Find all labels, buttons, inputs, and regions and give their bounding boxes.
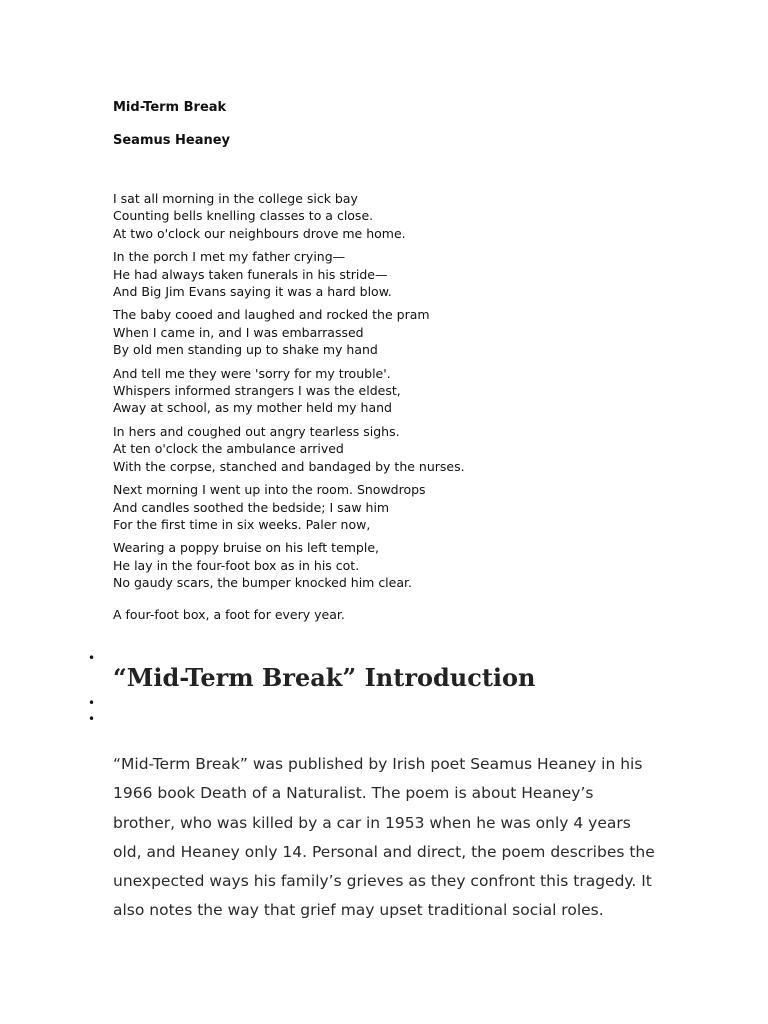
poem-line: The baby cooed and laughed and rocked the pram [113,307,430,323]
stanza-1 [113,190,673,242]
stanza-4 [113,365,673,417]
poem-line: And Big Jim Evans saying it was a hard blow. [113,284,392,300]
introduction-heading: “Mid-Term Break” Introduction [113,663,536,692]
stanza-5 [113,423,673,475]
poem-line: For the first time in six weeks. Paler now, [113,516,371,532]
poem-line: Wearing a poppy bruise on his left temple, [113,540,380,556]
poem-line: In the porch I met my father crying— [113,249,346,265]
poem-line: And tell me they were 'sorry for my trouble'. [113,365,391,381]
poem-line: A four-foot box, a foot for every year. [113,606,345,622]
poem-body [113,190,673,629]
poem-line: Counting bells knelling classes to a close. [113,208,374,224]
poem-line: He had always taken funerals in his stride— [113,266,388,282]
poem-line: Away at school, as my mother held my hand [113,400,392,416]
poem-line: Whispers informed strangers I was the eldest, [113,383,401,399]
stanza-8 [113,606,673,623]
poem-line: He lay in the four-foot box as in his cot. [113,557,360,573]
poem-title: Mid-Term Break [113,100,227,115]
poem-author: Seamus Heaney [113,133,231,148]
poem-line: In hers and coughed out angry tearless sighs. [113,423,400,439]
stanza-7 [113,539,673,591]
poem-line: At two o'clock our neighbours drove me home. [113,225,406,241]
poem-line: No gaudy scars, the bumper knocked him clear. [113,575,412,591]
poem-line: At ten o'clock the ambulance arrived [113,441,344,457]
introduction-paragraph: “Mid-Term Break” was published by Irish poet Seamus Heaney in his 1966 book Death of a Naturalist. The poem is about Heaney’s brother, who was killed by a car in 1953 when he was only 4 years old, and Heaney only 14. Personal and direct, the poem describes the unexpected ways his family’s grieves as they confront this tragedy. It also notes the way that grief may upset traditional social roles. [113,755,655,920]
poem-line: With the corpse, stanched and bandaged by the nurses. [113,458,465,474]
list-bullet: • [88,712,96,726]
stanza-2 [113,248,673,300]
poem-line: Next morning I went up into the room. Snowdrops [113,482,426,498]
stanza-6 [113,481,673,533]
list-bullet: • [88,696,96,710]
list-bullet: • [88,651,96,665]
poem-line: And candles soothed the bedside; I saw him [113,499,390,515]
poem-line: By old men standing up to shake my hand [113,342,378,358]
poem-line: When I came in, and I was embarrassed [113,324,364,340]
poem-line: I sat all morning in the college sick bay [113,191,358,206]
stanza-3 [113,306,673,358]
